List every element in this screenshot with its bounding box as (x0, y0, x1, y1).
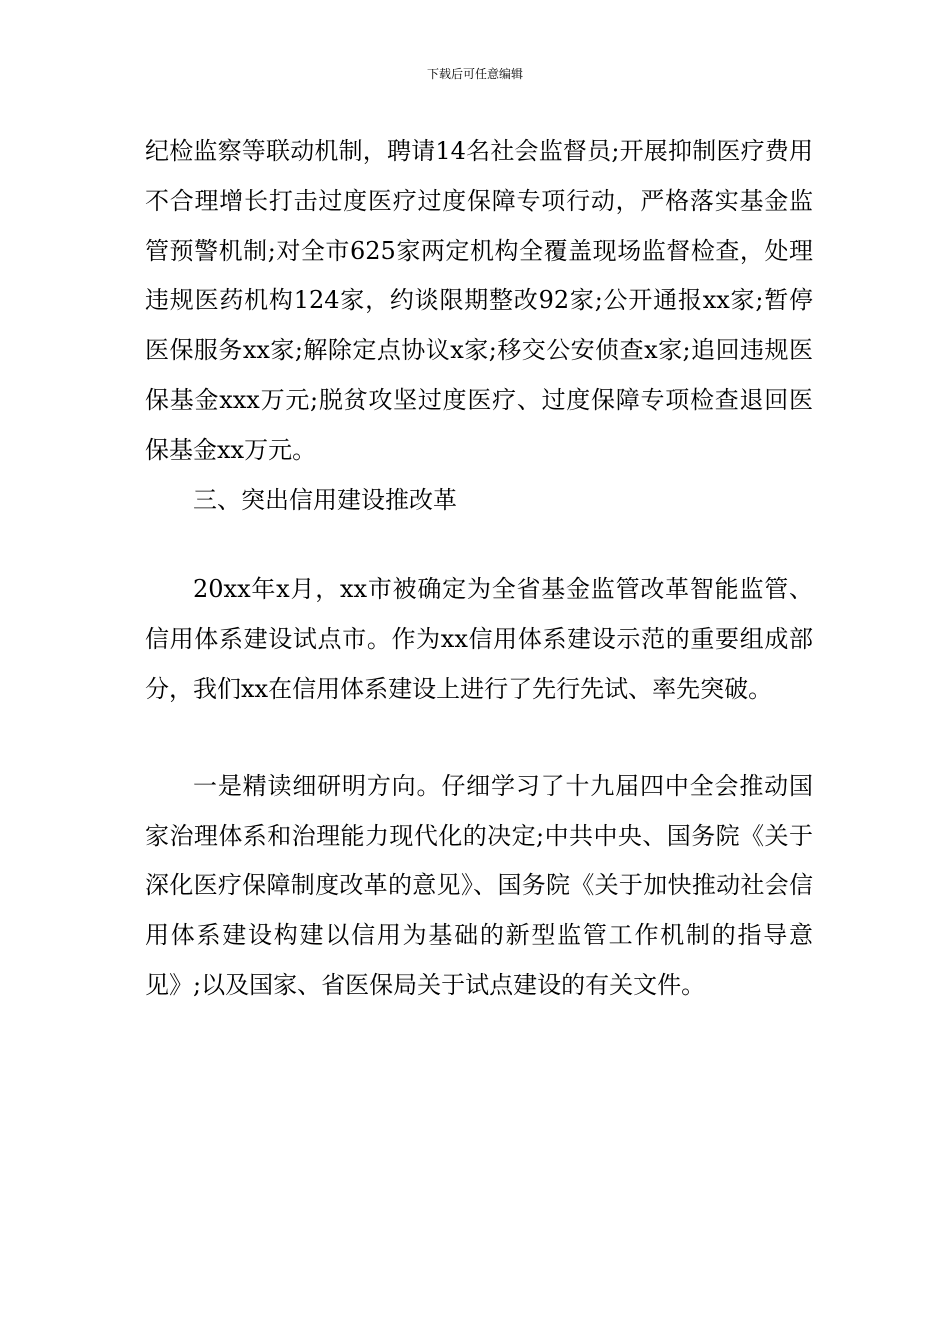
paragraph-pilot-city: 20xx年x月，xx市被确定为全省基金监管改革智能监管、信用体系建设试点市。作为xx信用体系建设示范的重要组成部分，我们xx在信用体系建设上进行了先行先试、率先突破。 (145, 575, 813, 703)
paragraph-study-direction: 一是精读细研明方向。仔细学习了十九届四中全会推动国家治理体系和治理能力现代化的决定;中共中央、国务院《关于深化医疗保障制度改革的意见》、国务院《关于加快推动社会信用体系建设构建以信用为基础的新型监管工作机制的指导意见》;以及国家、省医保局关于试点建设的有关文件。 (145, 771, 813, 999)
section-heading: 三、突出信用建设推改革 (193, 485, 457, 514)
document-body (145, 127, 813, 1011)
page-header: 下载后可任意编辑 (426, 67, 523, 81)
paragraph-continued: 纪检监察等联动机制，聘请14名社会监督员;开展抑制医疗费用不合理增长打击过度医疗过度保障专项行动，严格落实基金监管预警机制;对全市625家两定机构全覆盖现场监督检查，处理违规医药机构124家，约谈限期整改92家;公开通报xx家;暂停医保服务xx家;解除定点协议x家;移交公安侦查x家;追回违规医保基金xxx万元;脱贫攻坚过度医疗、过度保障专项检查退回医保基金xx万元。 (145, 137, 813, 464)
